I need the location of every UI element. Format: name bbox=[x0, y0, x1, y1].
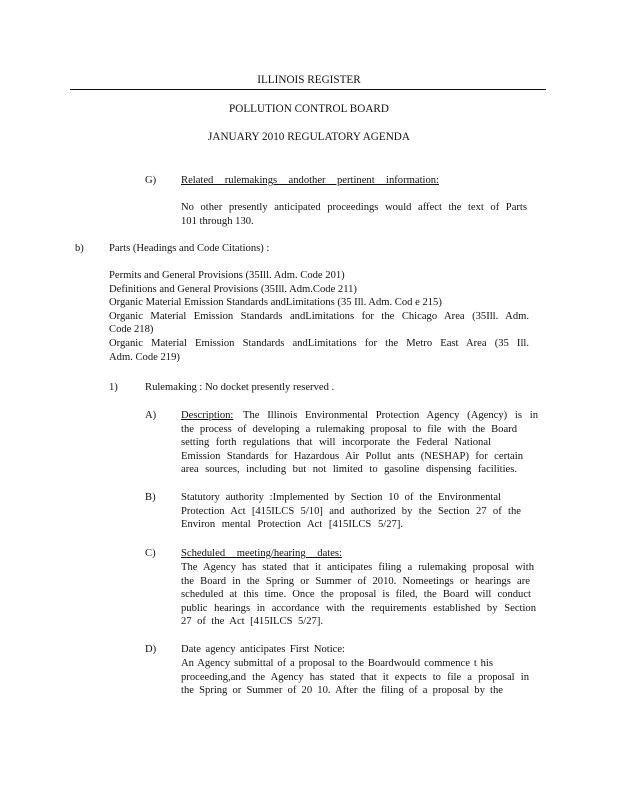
item-c-line: 27 of the Act [415ILCS 5/27]. bbox=[181, 616, 323, 628]
item-d-marker: D) bbox=[145, 644, 157, 655]
section-b-marker: b) bbox=[75, 243, 84, 254]
item-a-line: The Illinois Environmental Protection Agency (Agency) is in bbox=[243, 410, 538, 421]
parts-list bbox=[109, 269, 529, 364]
item-b-line: Statutory authority :Implemented by Section 10 of the Environmental bbox=[181, 492, 501, 503]
item-b-marker: B) bbox=[145, 492, 156, 503]
section-g-line: 101 through 130. bbox=[181, 215, 254, 227]
section-b-heading: Parts (Headings and Code Citations) : bbox=[109, 243, 270, 254]
item-d-text bbox=[181, 657, 533, 698]
part-citation: Permits and General Provisions (35Ill. Adm. Code 201) bbox=[109, 270, 345, 281]
item-c-line: The Agency has stated that it anticipates filing a rulemaking proposal with bbox=[181, 562, 534, 573]
part-citation: Organic Material Emission Standards andLimitations (35 Ill. Adm. Cod e 215) bbox=[109, 297, 442, 309]
item-a-line: setting forth regulations that will incorporate the Federal National bbox=[181, 437, 491, 449]
item-a-marker: A) bbox=[145, 410, 157, 421]
header-agenda: JANUARY 2010 REGULATORY AGENDA bbox=[208, 131, 410, 143]
item-d-line: proceeding,and the Agency has stated that it expects to file a proposal in bbox=[181, 671, 529, 683]
header-rule bbox=[70, 89, 546, 90]
item-b-line: Protection Act [415ILCS 5/10] and authorized by the Section 27 of the bbox=[181, 505, 521, 517]
part-citation: Definitions and General Provisions (35Ill. Adm.Code 211) bbox=[109, 283, 357, 295]
part-citation: Organic Material Emission Standards andLimitations for the Chicago Area (35Ill. Adm. bbox=[109, 310, 529, 322]
item-c-marker: C) bbox=[145, 548, 156, 559]
item-a-line: Emission Standards for Hazardous Air Pollut ants (NESHAP) for certain bbox=[181, 450, 523, 462]
item-a-line: area sources, including but not limited to gasoline dispensing facilities. bbox=[181, 464, 517, 476]
item-1-label: Rulemaking : No docket presently reserved . bbox=[145, 382, 335, 393]
item-b-text bbox=[181, 491, 521, 532]
item-a-line: the process of developing a rulemaking proposal to file with the Board bbox=[181, 423, 517, 435]
item-c-line: scheduled at this time. Once the proposal is filed, the Board will conduct bbox=[181, 589, 531, 601]
item-c-heading: Scheduled meeting/hearing dates: bbox=[181, 548, 342, 559]
item-a-heading: Description: bbox=[181, 410, 234, 421]
item-d-line: An Agency submittal of a proposal to the Boardwould commence t his bbox=[181, 658, 493, 669]
item-c-text bbox=[181, 561, 538, 629]
header-register: ILLINOIS REGISTER bbox=[257, 74, 361, 86]
section-g-line: No other presently anticipated proceedings would affect the text of Parts bbox=[181, 202, 527, 213]
part-citation: Adm. Code 219) bbox=[109, 351, 180, 363]
item-b-line: Environ mental Protection Act [415ILCS 5/27]. bbox=[181, 519, 403, 531]
item-d-heading: Date agency anticipates First Notice: bbox=[181, 644, 345, 655]
item-d-line: the Spring or Summer of 20 10. After the filing of a proposal by the bbox=[181, 685, 503, 697]
section-g-marker: G) bbox=[145, 175, 157, 186]
part-citation: Organic Material Emission Standards andLimitations for the Metro East Area (35 Ill. bbox=[109, 337, 529, 349]
item-a-text bbox=[181, 409, 538, 477]
header-board: POLLUTION CONTROL BOARD bbox=[229, 103, 389, 115]
item-c-line: public hearings in accordance with the requirements established by Section bbox=[181, 602, 536, 614]
item-1-marker: 1) bbox=[109, 382, 118, 393]
item-c-line: the Board in the Spring or Summer of 2010. Nomeetings or hearings are bbox=[181, 575, 530, 587]
section-g-text bbox=[181, 201, 527, 228]
part-citation: Code 218) bbox=[109, 324, 154, 336]
section-g-heading: Related rulemakings andother pertinent information: bbox=[181, 175, 439, 186]
